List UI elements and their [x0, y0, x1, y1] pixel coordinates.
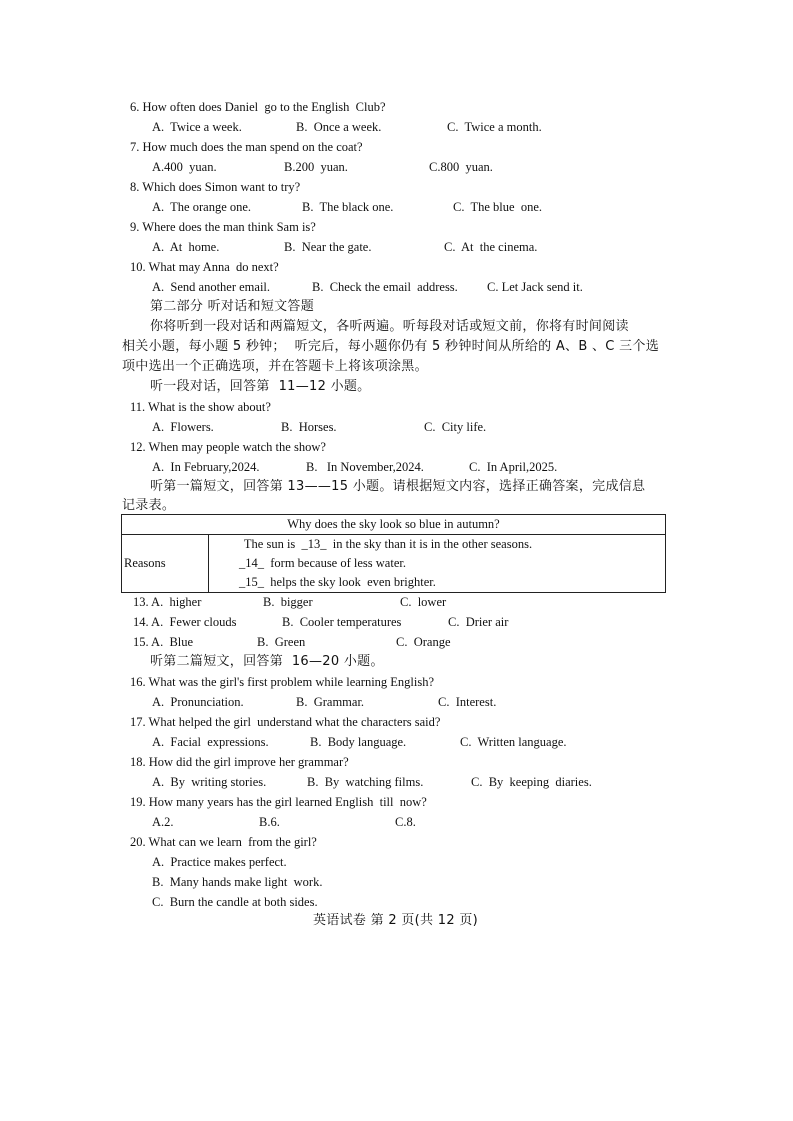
q18-option-a: A. By writing stories. — [152, 775, 267, 789]
reason-line-13: The sun is _13_ in the sky than it is in the other seasons. — [241, 537, 533, 551]
dialogue-instruction: 听一段对话，回答第 11—12 小题。 — [150, 379, 371, 394]
question-11: 11. What is the show about? — [130, 400, 271, 414]
table-reasons-cell — [209, 535, 666, 593]
question-18: 18. How did the girl improve her grammar? — [130, 755, 349, 769]
part2-intro-line3: 项中选出一个正确选项，并在答题卡上将该项涂黑。 — [122, 359, 428, 374]
q8-option-b: B. The black one. — [302, 200, 394, 214]
question-7: 7. How much does the man spend on the coat? — [130, 140, 363, 154]
q18-option-b: B. By watching films. — [307, 775, 424, 789]
question-14: 14. A. Fewer clouds — [133, 615, 237, 629]
q9-option-a: A. At home. — [152, 240, 220, 254]
q6-option-c: C. Twice a month. — [447, 120, 542, 134]
question-17: 17. What helped the girl understand what the characters said? — [130, 715, 441, 729]
q12-option-a: A. In February,2024. — [152, 460, 260, 474]
q6-option-b: B. Once a week. — [296, 120, 382, 134]
q7-option-b: B.200 yuan. — [284, 160, 348, 174]
q9-option-b: B. Near the gate. — [284, 240, 372, 254]
q20-option-b: B. Many hands make light work. — [152, 875, 323, 889]
reason-line-15: _15_ helps the sky look even brighter. — [239, 575, 436, 589]
q11-option-c: C. City life. — [424, 420, 487, 434]
q11-option-b: B. Horses. — [281, 420, 337, 434]
q6-option-a: A. Twice a week. — [152, 120, 242, 134]
question-10: 10. What may Anna do next? — [130, 260, 279, 274]
q18-option-c: C. By keeping diaries. — [471, 775, 592, 789]
table-row-label: Reasons — [122, 535, 209, 593]
part2-intro-line2: 相关小题，每小题 5 秒钟； 听完后，每小题你仍有 5 秒钟时间从所给的 A、B 、C 三个选 — [122, 339, 660, 354]
q13-option-c: C. lower — [400, 595, 447, 609]
q10-option-c: C. Let Jack send it. — [487, 280, 583, 294]
info-record-table — [121, 514, 666, 593]
question-6: 6. How often does Daniel go to the English Club? — [130, 100, 386, 114]
question-12: 12. When may people watch the show? — [130, 440, 326, 454]
passage1-instruction-line2: 记录表。 — [122, 498, 176, 513]
q9-option-c: C. At the cinema. — [444, 240, 538, 254]
passage2-instruction: 听第二篇短文，回答第 16—20 小题。 — [150, 654, 384, 669]
q14-option-c: C. Drier air — [448, 615, 509, 629]
q19-option-c: C.8. — [395, 815, 416, 829]
q19-option-a: A.2. — [152, 815, 174, 829]
q17-option-a: A. Facial expressions. — [152, 735, 269, 749]
table-title: Why does the sky look so blue in autumn? — [122, 515, 666, 535]
q15-option-c: C. Orange — [396, 635, 451, 649]
part2-title: 第二部分 听对话和短文答题 — [150, 299, 315, 314]
q8-option-a: A. The orange one. — [152, 200, 252, 214]
q20-option-a: A. Practice makes perfect. — [152, 855, 287, 869]
q20-option-c: C. Burn the candle at both sides. — [152, 895, 318, 909]
page-footer: 英语试卷 第 2 页(共 12 页) — [313, 913, 479, 928]
q7-option-a: A.400 yuan. — [152, 160, 217, 174]
q7-option-c: C.800 yuan. — [429, 160, 493, 174]
q13-option-b: B. bigger — [263, 595, 313, 609]
question-20: 20. What can we learn from the girl? — [130, 835, 317, 849]
q8-option-c: C. The blue one. — [453, 200, 542, 214]
q16-option-b: B. Grammar. — [296, 695, 365, 709]
q12-option-b: B. In November,2024. — [306, 460, 424, 474]
question-8: 8. Which does Simon want to try? — [130, 180, 301, 194]
q10-option-b: B. Check the email address. — [312, 280, 458, 294]
q11-option-a: A. Flowers. — [152, 420, 214, 434]
reason-line-14: _14_ form because of less water. — [239, 556, 406, 570]
passage1-instruction-line1: 听第一篇短文，回答第 13——15 小题。请根据短文内容，选择正确答案，完成信息 — [150, 479, 646, 494]
q14-option-b: B. Cooler temperatures — [282, 615, 402, 629]
question-9: 9. Where does the man think Sam is? — [130, 220, 316, 234]
q16-option-c: C. Interest. — [438, 695, 497, 709]
question-19: 19. How many years has the girl learned English till now? — [130, 795, 427, 809]
question-13: 13. A. higher — [133, 595, 202, 609]
q12-option-c: C. In April,2025. — [469, 460, 558, 474]
q19-option-b: B.6. — [259, 815, 280, 829]
q16-option-a: A. Pronunciation. — [152, 695, 244, 709]
q17-option-b: B. Body language. — [310, 735, 407, 749]
question-15: 15. A. Blue — [133, 635, 194, 649]
question-16: 16. What was the girl's first problem while learning English? — [130, 675, 435, 689]
q17-option-c: C. Written language. — [460, 735, 567, 749]
part2-intro-line1: 你将听到一段对话和两篇短文，各听两遍。听每段对话或短文前，你将有时间阅读 — [150, 319, 629, 334]
q10-option-a: A. Send another email. — [152, 280, 271, 294]
q15-option-b: B. Green — [257, 635, 306, 649]
